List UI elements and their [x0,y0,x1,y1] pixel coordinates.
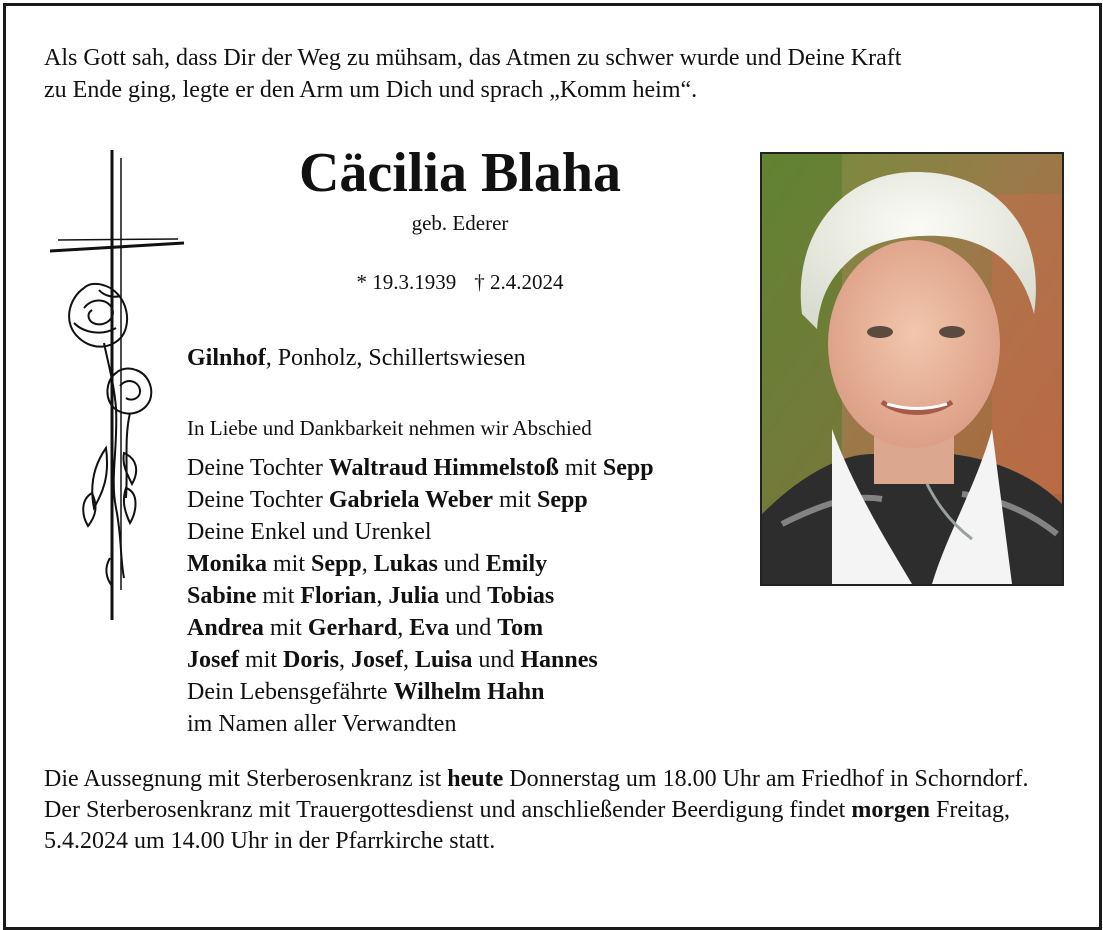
portrait-photo [760,152,1064,586]
mourner-line [187,612,654,644]
mourner-line [187,644,654,676]
mourner-text: , [397,615,410,641]
footer-p1-rest: Donnerstag um 18.00 Uhr am Friedhof in Schorndorf. [503,766,1029,792]
footer-p2-bold: morgen [851,797,931,823]
intro-line-2: zu Ende ging, legte er den Arm um Dich und sprach „Komm heim“. [44,77,698,103]
life-dates [230,268,690,296]
mourner-name: Sepp [537,487,588,513]
intro-line-1: Als Gott sah, dass Dir der Weg zu mühsam, das Atmen zu schwer wurde und Deine Kraft [44,45,902,71]
place-line [187,342,526,374]
mourner-text: , [402,647,415,673]
mourner-name: Wilhelm Hahn [393,679,545,705]
mourner-text: mit [493,487,538,513]
mourner-name: Sabine [187,583,257,609]
mourner-text: Deine Tochter [187,487,329,513]
mourner-text: mit [263,615,308,641]
mourner-name: Gerhard [307,615,398,641]
mourner-line [187,676,654,708]
mourner-name: Tom [497,615,544,641]
mourner-text: Deine Enkel und Urenkel [187,519,432,545]
mourner-text: Dein Lebensgefährte [187,679,394,705]
birth-date: * 19.3.1939 [356,270,457,294]
mourner-name: Josef [187,647,239,673]
mourner-name: Sepp [602,455,654,481]
mourner-text: , [376,583,389,609]
mourner-text: mit [256,583,301,609]
mourner-name: Hannes [520,647,598,673]
intro-text [44,42,901,106]
mourner-name: Tobias [487,583,555,609]
mourner-text: und [472,647,521,673]
mourner-name: Doris [283,647,339,673]
mourner-name: Eva [409,615,450,641]
mourner-name: Gabriela Weber [328,487,494,513]
mourner-name: Josef [351,647,403,673]
footer-p1-bold: heute [447,766,504,792]
mourner-line [187,580,654,612]
mourner-text: mit [267,551,312,577]
mourner-line [187,452,654,484]
mourner-name: Sepp [311,551,362,577]
mourner-name: Lukas [373,551,438,577]
footer-p2-rest: Freitag, 5.4.2024 um 14.00 Uhr in der Pfarrkirche statt. [44,797,1010,854]
death-date: † 2.4.2024 [474,270,564,294]
footer-paragraph-2 [44,795,1064,857]
mourner-line [187,484,654,516]
mourner-line [187,548,654,580]
portrait-image [762,154,1062,584]
mourner-name: Florian [300,583,377,609]
mourner-text: , [361,551,374,577]
mourner-name: Julia [388,583,440,609]
place-main: Gilnhof [187,345,266,371]
footer-paragraph-1 [44,764,1064,795]
mourner-text: und [449,615,498,641]
birth-name: geb. Ederer [411,211,509,235]
mourner-text: mit [558,455,603,481]
mourner-name: Waltraud Himmelstoß [328,455,559,481]
place-rest: , Ponholz, Schillertswiesen [265,345,526,371]
footer-text [44,764,1064,857]
deceased-name: Cäcilia Blaha [298,142,622,204]
farewell-line: In Liebe und Dankbarkeit nehmen wir Abschied [187,416,592,440]
mourner-text: mit [238,647,283,673]
mourner-name: Luisa [414,647,473,673]
mourner-text: im Namen aller Verwandten [187,711,457,737]
mourner-text: , [339,647,351,673]
mourner-text: Deine Tochter [187,455,329,481]
mourner-text: und [437,551,486,577]
cross-with-roses-icon [44,148,194,628]
mourner-name: Monika [187,551,268,577]
footer-p1-text: Die Aussegnung mit Sterberosenkranz ist [44,766,448,792]
mourner-text: und [439,583,488,609]
mourner-line [187,708,654,740]
mourners-list [187,452,654,740]
mourner-name: Andrea [187,615,264,641]
mourner-line [187,516,654,548]
footer-p2-text: Der Sterberosenkranz mit Trauergottesdienst und anschließender Beerdigung findet [44,797,852,823]
mourner-name: Emily [485,551,548,577]
